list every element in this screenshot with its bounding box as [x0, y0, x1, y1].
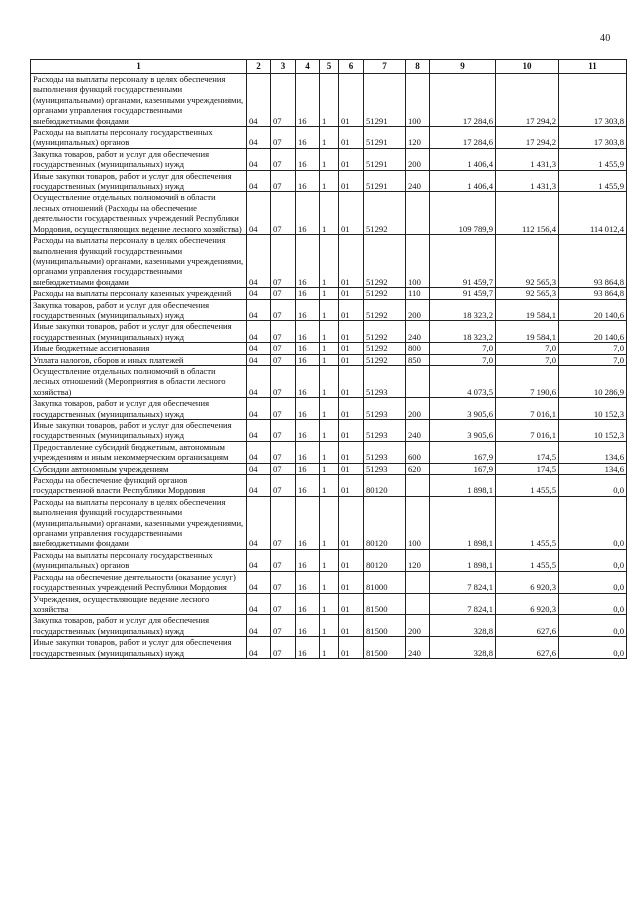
col-event-cell: 01 [339, 637, 364, 659]
col-section-cell: 04 [247, 170, 271, 192]
col-year-2-cell: 627,6 [496, 615, 559, 637]
col-name-cell: Иные закупки товаров, работ и услуг для обеспечения государственных (муниципальных) нужд [31, 420, 247, 442]
header-col-subprogram: 5 [320, 60, 339, 74]
table-row [31, 170, 627, 192]
col-name-cell: Осуществление отдельных полномочий в области лесных отношений (Расходы на обеспечение деятельности государственных учреждений Республики Мордовия, осуществляющих ведение лесного хозяйства) [31, 192, 247, 235]
col-event-cell: 01 [339, 321, 364, 343]
col-year-1-cell: 3 905,6 [430, 420, 496, 442]
col-direction-cell: 51293 [364, 365, 406, 397]
col-section-cell: 04 [247, 148, 271, 170]
col-event-cell: 01 [339, 420, 364, 442]
header-col-program: 4 [296, 60, 320, 74]
col-direction-cell: 51291 [364, 148, 406, 170]
col-subprogram-cell: 1 [320, 398, 339, 420]
col-year-1-cell: 18 323,2 [430, 299, 496, 321]
col-year-1-cell: 7 824,1 [430, 593, 496, 615]
col-year-3-cell: 93 864,8 [559, 235, 627, 288]
col-section-cell: 04 [247, 475, 271, 497]
col-program-cell: 16 [296, 354, 320, 365]
col-name-cell: Иные бюджетные ассигнования [31, 343, 247, 354]
col-subprogram-cell: 1 [320, 549, 339, 571]
col-year-2-cell: 174,5 [496, 441, 559, 463]
col-year-2-cell: 6 920,3 [496, 593, 559, 615]
col-expense-type-cell: 120 [406, 549, 430, 571]
col-year-3-cell: 0,0 [559, 475, 627, 497]
table-row [31, 365, 627, 397]
col-subprogram-cell: 1 [320, 441, 339, 463]
col-subsection-cell: 07 [271, 615, 296, 637]
col-year-2-cell: 19 584,1 [496, 299, 559, 321]
col-event-cell: 01 [339, 299, 364, 321]
table-row [31, 593, 627, 615]
col-program-cell: 16 [296, 549, 320, 571]
col-direction-cell: 51292 [364, 235, 406, 288]
table-row [31, 235, 627, 288]
col-subsection-cell: 07 [271, 192, 296, 235]
col-subsection-cell: 07 [271, 127, 296, 149]
col-name-cell: Иные закупки товаров, работ и услуг для обеспечения государственных (муниципальных) нужд [31, 170, 247, 192]
col-expense-type-cell [406, 593, 430, 615]
col-name-cell: Учреждения, осуществляющие ведение лесного хозяйства [31, 593, 247, 615]
col-subsection-cell: 07 [271, 74, 296, 127]
col-event-cell: 01 [339, 170, 364, 192]
col-direction-cell: 51291 [364, 74, 406, 127]
col-year-2-cell: 1 455,5 [496, 496, 559, 549]
col-direction-cell: 80120 [364, 496, 406, 549]
col-year-1-cell: 1 898,1 [430, 549, 496, 571]
col-year-3-cell: 20 140,6 [559, 299, 627, 321]
col-year-2-cell: 7 016,1 [496, 420, 559, 442]
col-subprogram-cell: 1 [320, 571, 339, 593]
table-row [31, 571, 627, 593]
col-program-cell: 16 [296, 571, 320, 593]
table-body [31, 74, 627, 659]
col-section-cell: 04 [247, 127, 271, 149]
col-subprogram-cell: 1 [320, 192, 339, 235]
col-year-3-cell: 0,0 [559, 615, 627, 637]
col-program-cell: 16 [296, 463, 320, 474]
col-event-cell: 01 [339, 441, 364, 463]
col-year-3-cell: 0,0 [559, 637, 627, 659]
col-subsection-cell: 07 [271, 148, 296, 170]
col-subsection-cell: 07 [271, 170, 296, 192]
col-subsection-cell: 07 [271, 365, 296, 397]
col-event-cell: 01 [339, 571, 364, 593]
col-direction-cell: 51292 [364, 288, 406, 299]
col-direction-cell: 51291 [364, 127, 406, 149]
col-section-cell: 04 [247, 615, 271, 637]
col-section-cell: 04 [247, 571, 271, 593]
col-program-cell: 16 [296, 192, 320, 235]
col-event-cell: 01 [339, 398, 364, 420]
col-section-cell: 04 [247, 235, 271, 288]
col-name-cell: Закупка товаров, работ и услуг для обеспечения государственных (муниципальных) нужд [31, 299, 247, 321]
col-year-3-cell: 10 152,3 [559, 420, 627, 442]
col-expense-type-cell [406, 192, 430, 235]
col-subprogram-cell: 1 [320, 475, 339, 497]
col-year-1-cell: 1 898,1 [430, 475, 496, 497]
col-year-2-cell: 17 294,2 [496, 127, 559, 149]
header-col-event: 6 [339, 60, 364, 74]
table-row [31, 637, 627, 659]
col-year-1-cell: 18 323,2 [430, 321, 496, 343]
col-year-3-cell: 0,0 [559, 549, 627, 571]
col-event-cell: 01 [339, 343, 364, 354]
col-subsection-cell: 07 [271, 549, 296, 571]
col-direction-cell: 51293 [364, 441, 406, 463]
col-year-1-cell: 328,8 [430, 615, 496, 637]
col-program-cell: 16 [296, 398, 320, 420]
col-year-2-cell: 7 190,6 [496, 365, 559, 397]
col-section-cell: 04 [247, 496, 271, 549]
col-expense-type-cell [406, 365, 430, 397]
col-section-cell: 04 [247, 365, 271, 397]
col-subprogram-cell: 1 [320, 148, 339, 170]
col-direction-cell: 51292 [364, 354, 406, 365]
col-direction-cell: 51291 [364, 170, 406, 192]
col-event-cell: 01 [339, 549, 364, 571]
col-subsection-cell: 07 [271, 299, 296, 321]
col-year-2-cell: 17 294,2 [496, 74, 559, 127]
header-col-year-3: 11 [559, 60, 627, 74]
col-year-2-cell: 1 431,3 [496, 170, 559, 192]
col-event-cell: 01 [339, 74, 364, 127]
col-expense-type-cell: 240 [406, 420, 430, 442]
col-subprogram-cell: 1 [320, 615, 339, 637]
col-name-cell: Предоставление субсидий бюджетным, автономным учреждениям и иным некоммерческим организациям [31, 441, 247, 463]
col-year-1-cell: 7,0 [430, 354, 496, 365]
col-program-cell: 16 [296, 74, 320, 127]
col-year-1-cell: 17 284,6 [430, 74, 496, 127]
col-program-cell: 16 [296, 593, 320, 615]
col-year-1-cell: 167,9 [430, 463, 496, 474]
col-subsection-cell: 07 [271, 343, 296, 354]
col-program-cell: 16 [296, 321, 320, 343]
col-direction-cell: 81000 [364, 571, 406, 593]
col-year-1-cell: 91 459,7 [430, 235, 496, 288]
col-subsection-cell: 07 [271, 398, 296, 420]
table-row [31, 496, 627, 549]
col-section-cell: 04 [247, 299, 271, 321]
col-year-3-cell: 17 303,8 [559, 74, 627, 127]
col-event-cell: 01 [339, 475, 364, 497]
col-section-cell: 04 [247, 441, 271, 463]
col-year-2-cell: 92 565,3 [496, 288, 559, 299]
col-name-cell: Закупка товаров, работ и услуг для обеспечения государственных (муниципальных) нужд [31, 398, 247, 420]
col-year-2-cell: 1 455,5 [496, 549, 559, 571]
col-section-cell: 04 [247, 354, 271, 365]
col-expense-type-cell: 100 [406, 235, 430, 288]
col-expense-type-cell [406, 571, 430, 593]
col-name-cell: Иные закупки товаров, работ и услуг для обеспечения государственных (муниципальных) нужд [31, 637, 247, 659]
col-subsection-cell: 07 [271, 420, 296, 442]
col-year-3-cell: 10 152,3 [559, 398, 627, 420]
col-year-2-cell: 112 156,4 [496, 192, 559, 235]
col-section-cell: 04 [247, 74, 271, 127]
col-year-1-cell: 7,0 [430, 343, 496, 354]
table-row [31, 288, 627, 299]
col-year-3-cell: 1 455,9 [559, 170, 627, 192]
col-year-1-cell: 4 073,5 [430, 365, 496, 397]
col-name-cell: Расходы на обеспечение деятельности (оказание услуг) государственных учреждений Республики Мордовия [31, 571, 247, 593]
table-row [31, 148, 627, 170]
col-program-cell: 16 [296, 365, 320, 397]
col-subsection-cell: 07 [271, 593, 296, 615]
col-subsection-cell: 07 [271, 354, 296, 365]
col-year-2-cell: 1 431,3 [496, 148, 559, 170]
col-direction-cell: 51292 [364, 321, 406, 343]
col-subsection-cell: 07 [271, 441, 296, 463]
col-program-cell: 16 [296, 496, 320, 549]
col-year-2-cell: 19 584,1 [496, 321, 559, 343]
table-row [31, 475, 627, 497]
col-event-cell: 01 [339, 127, 364, 149]
col-expense-type-cell: 200 [406, 615, 430, 637]
col-direction-cell: 51292 [364, 343, 406, 354]
col-year-3-cell: 7,0 [559, 354, 627, 365]
header-col-direction: 7 [364, 60, 406, 74]
col-subprogram-cell: 1 [320, 321, 339, 343]
col-subprogram-cell: 1 [320, 365, 339, 397]
col-expense-type-cell: 100 [406, 74, 430, 127]
col-event-cell: 01 [339, 496, 364, 549]
col-year-1-cell: 7 824,1 [430, 571, 496, 593]
col-name-cell: Расходы на выплаты персоналу в целях обеспечения выполнения функций государственными (муниципальными) органами, казенными учреждениями, органами управления государственными внебюджетными фондами [31, 235, 247, 288]
col-name-cell: Расходы на выплаты персоналу казенных учреждений [31, 288, 247, 299]
col-direction-cell: 51293 [364, 420, 406, 442]
col-expense-type-cell: 200 [406, 148, 430, 170]
col-subsection-cell: 07 [271, 235, 296, 288]
col-program-cell: 16 [296, 637, 320, 659]
col-subprogram-cell: 1 [320, 235, 339, 288]
col-section-cell: 04 [247, 321, 271, 343]
col-section-cell: 04 [247, 637, 271, 659]
col-year-3-cell: 93 864,8 [559, 288, 627, 299]
col-name-cell: Расходы на выплаты персоналу государственных (муниципальных) органов [31, 127, 247, 149]
col-direction-cell: 80120 [364, 549, 406, 571]
col-program-cell: 16 [296, 148, 320, 170]
col-year-2-cell: 7,0 [496, 343, 559, 354]
col-expense-type-cell: 120 [406, 127, 430, 149]
col-name-cell: Расходы на выплаты персоналу в целях обеспечения выполнения функций государственными (муниципальными) органами, казенными учреждениями, органами управления государственными внебюджетными фондами [31, 74, 247, 127]
col-event-cell: 01 [339, 615, 364, 637]
col-section-cell: 04 [247, 398, 271, 420]
col-name-cell: Осуществление отдельных полномочий в области лесных отношений (Мероприятия в области лесного хозяйства) [31, 365, 247, 397]
col-year-2-cell: 1 455,5 [496, 475, 559, 497]
col-section-cell: 04 [247, 192, 271, 235]
col-program-cell: 16 [296, 127, 320, 149]
col-year-1-cell: 167,9 [430, 441, 496, 463]
col-direction-cell: 51293 [364, 398, 406, 420]
header-col-year-2: 10 [496, 60, 559, 74]
col-year-3-cell: 0,0 [559, 496, 627, 549]
header-row [31, 60, 627, 74]
table-row [31, 354, 627, 365]
col-year-3-cell: 17 303,8 [559, 127, 627, 149]
col-direction-cell: 80120 [364, 475, 406, 497]
col-expense-type-cell: 240 [406, 637, 430, 659]
col-year-3-cell: 0,0 [559, 593, 627, 615]
col-subprogram-cell: 1 [320, 637, 339, 659]
col-subprogram-cell: 1 [320, 299, 339, 321]
col-year-2-cell: 92 565,3 [496, 235, 559, 288]
col-event-cell: 01 [339, 463, 364, 474]
col-name-cell: Уплата налогов, сборов и иных платежей [31, 354, 247, 365]
col-year-3-cell: 134,6 [559, 441, 627, 463]
col-subprogram-cell: 1 [320, 593, 339, 615]
col-program-cell: 16 [296, 343, 320, 354]
table-row [31, 549, 627, 571]
col-name-cell: Расходы на обеспечение функций органов государственной власти Республики Мордовия [31, 475, 247, 497]
col-year-1-cell: 109 789,9 [430, 192, 496, 235]
col-year-1-cell: 3 905,6 [430, 398, 496, 420]
col-expense-type-cell: 200 [406, 299, 430, 321]
col-expense-type-cell: 620 [406, 463, 430, 474]
header-col-section: 2 [247, 60, 271, 74]
col-program-cell: 16 [296, 288, 320, 299]
col-subprogram-cell: 1 [320, 288, 339, 299]
col-subsection-cell: 07 [271, 496, 296, 549]
col-program-cell: 16 [296, 475, 320, 497]
table-row [31, 299, 627, 321]
col-subprogram-cell: 1 [320, 127, 339, 149]
table-row [31, 398, 627, 420]
col-program-cell: 16 [296, 299, 320, 321]
col-event-cell: 01 [339, 235, 364, 288]
col-direction-cell: 81500 [364, 593, 406, 615]
col-section-cell: 04 [247, 343, 271, 354]
col-year-3-cell: 0,0 [559, 571, 627, 593]
col-year-3-cell: 114 012,4 [559, 192, 627, 235]
col-year-3-cell: 134,6 [559, 463, 627, 474]
col-name-cell: Расходы на выплаты персоналу государственных (муниципальных) органов [31, 549, 247, 571]
col-name-cell: Субсидии автономным учреждениям [31, 463, 247, 474]
col-program-cell: 16 [296, 235, 320, 288]
col-year-1-cell: 1 898,1 [430, 496, 496, 549]
col-year-3-cell: 1 455,9 [559, 148, 627, 170]
col-subprogram-cell: 1 [320, 170, 339, 192]
col-expense-type-cell: 800 [406, 343, 430, 354]
col-year-1-cell: 328,8 [430, 637, 496, 659]
col-event-cell: 01 [339, 365, 364, 397]
table-row [31, 615, 627, 637]
col-event-cell: 01 [339, 192, 364, 235]
col-subprogram-cell: 1 [320, 420, 339, 442]
table-row [31, 420, 627, 442]
col-year-3-cell: 7,0 [559, 343, 627, 354]
col-year-2-cell: 174,5 [496, 463, 559, 474]
col-name-cell: Закупка товаров, работ и услуг для обеспечения государственных (муниципальных) нужд [31, 615, 247, 637]
header-col-expense-type: 8 [406, 60, 430, 74]
col-year-2-cell: 627,6 [496, 637, 559, 659]
col-section-cell: 04 [247, 549, 271, 571]
col-expense-type-cell: 240 [406, 321, 430, 343]
col-name-cell: Иные закупки товаров, работ и услуг для обеспечения государственных (муниципальных) нужд [31, 321, 247, 343]
table-row [31, 321, 627, 343]
table-row [31, 463, 627, 474]
col-name-cell: Закупка товаров, работ и услуг для обеспечения государственных (муниципальных) нужд [31, 148, 247, 170]
col-subsection-cell: 07 [271, 637, 296, 659]
col-event-cell: 01 [339, 288, 364, 299]
col-event-cell: 01 [339, 593, 364, 615]
header-col-name: 1 [31, 60, 247, 74]
col-year-1-cell: 17 284,6 [430, 127, 496, 149]
budget-table [30, 59, 627, 659]
col-subprogram-cell: 1 [320, 463, 339, 474]
col-subsection-cell: 07 [271, 463, 296, 474]
table-row [31, 441, 627, 463]
col-subprogram-cell: 1 [320, 354, 339, 365]
col-expense-type-cell: 600 [406, 441, 430, 463]
col-section-cell: 04 [247, 420, 271, 442]
col-expense-type-cell [406, 475, 430, 497]
col-event-cell: 01 [339, 148, 364, 170]
col-year-1-cell: 1 406,4 [430, 170, 496, 192]
col-subsection-cell: 07 [271, 475, 296, 497]
col-expense-type-cell: 100 [406, 496, 430, 549]
col-program-cell: 16 [296, 441, 320, 463]
col-event-cell: 01 [339, 354, 364, 365]
table-row [31, 343, 627, 354]
col-year-3-cell: 10 286,9 [559, 365, 627, 397]
col-year-2-cell: 6 920,3 [496, 571, 559, 593]
col-year-2-cell: 7 016,1 [496, 398, 559, 420]
page-number: 40 [600, 33, 611, 44]
col-year-1-cell: 1 406,4 [430, 148, 496, 170]
table-row [31, 192, 627, 235]
table-row [31, 74, 627, 127]
col-program-cell: 16 [296, 420, 320, 442]
col-year-2-cell: 7,0 [496, 354, 559, 365]
header-col-subsection: 3 [271, 60, 296, 74]
col-subprogram-cell: 1 [320, 496, 339, 549]
col-section-cell: 04 [247, 593, 271, 615]
col-expense-type-cell: 850 [406, 354, 430, 365]
col-subsection-cell: 07 [271, 321, 296, 343]
col-program-cell: 16 [296, 170, 320, 192]
col-direction-cell: 51292 [364, 299, 406, 321]
col-program-cell: 16 [296, 615, 320, 637]
col-direction-cell: 81500 [364, 637, 406, 659]
col-expense-type-cell: 200 [406, 398, 430, 420]
col-year-3-cell: 20 140,6 [559, 321, 627, 343]
col-subprogram-cell: 1 [320, 343, 339, 354]
col-direction-cell: 51292 [364, 192, 406, 235]
header-col-year-1: 9 [430, 60, 496, 74]
col-subsection-cell: 07 [271, 571, 296, 593]
col-subsection-cell: 07 [271, 288, 296, 299]
col-section-cell: 04 [247, 463, 271, 474]
col-year-1-cell: 91 459,7 [430, 288, 496, 299]
col-direction-cell: 81500 [364, 615, 406, 637]
col-direction-cell: 51293 [364, 463, 406, 474]
col-expense-type-cell: 110 [406, 288, 430, 299]
col-section-cell: 04 [247, 288, 271, 299]
col-name-cell: Расходы на выплаты персоналу в целях обеспечения выполнения функций государственными (муниципальными) органами, казенными учреждениями, органами управления государственными внебюджетными фондами [31, 496, 247, 549]
table-row [31, 127, 627, 149]
col-subprogram-cell: 1 [320, 74, 339, 127]
col-expense-type-cell: 240 [406, 170, 430, 192]
